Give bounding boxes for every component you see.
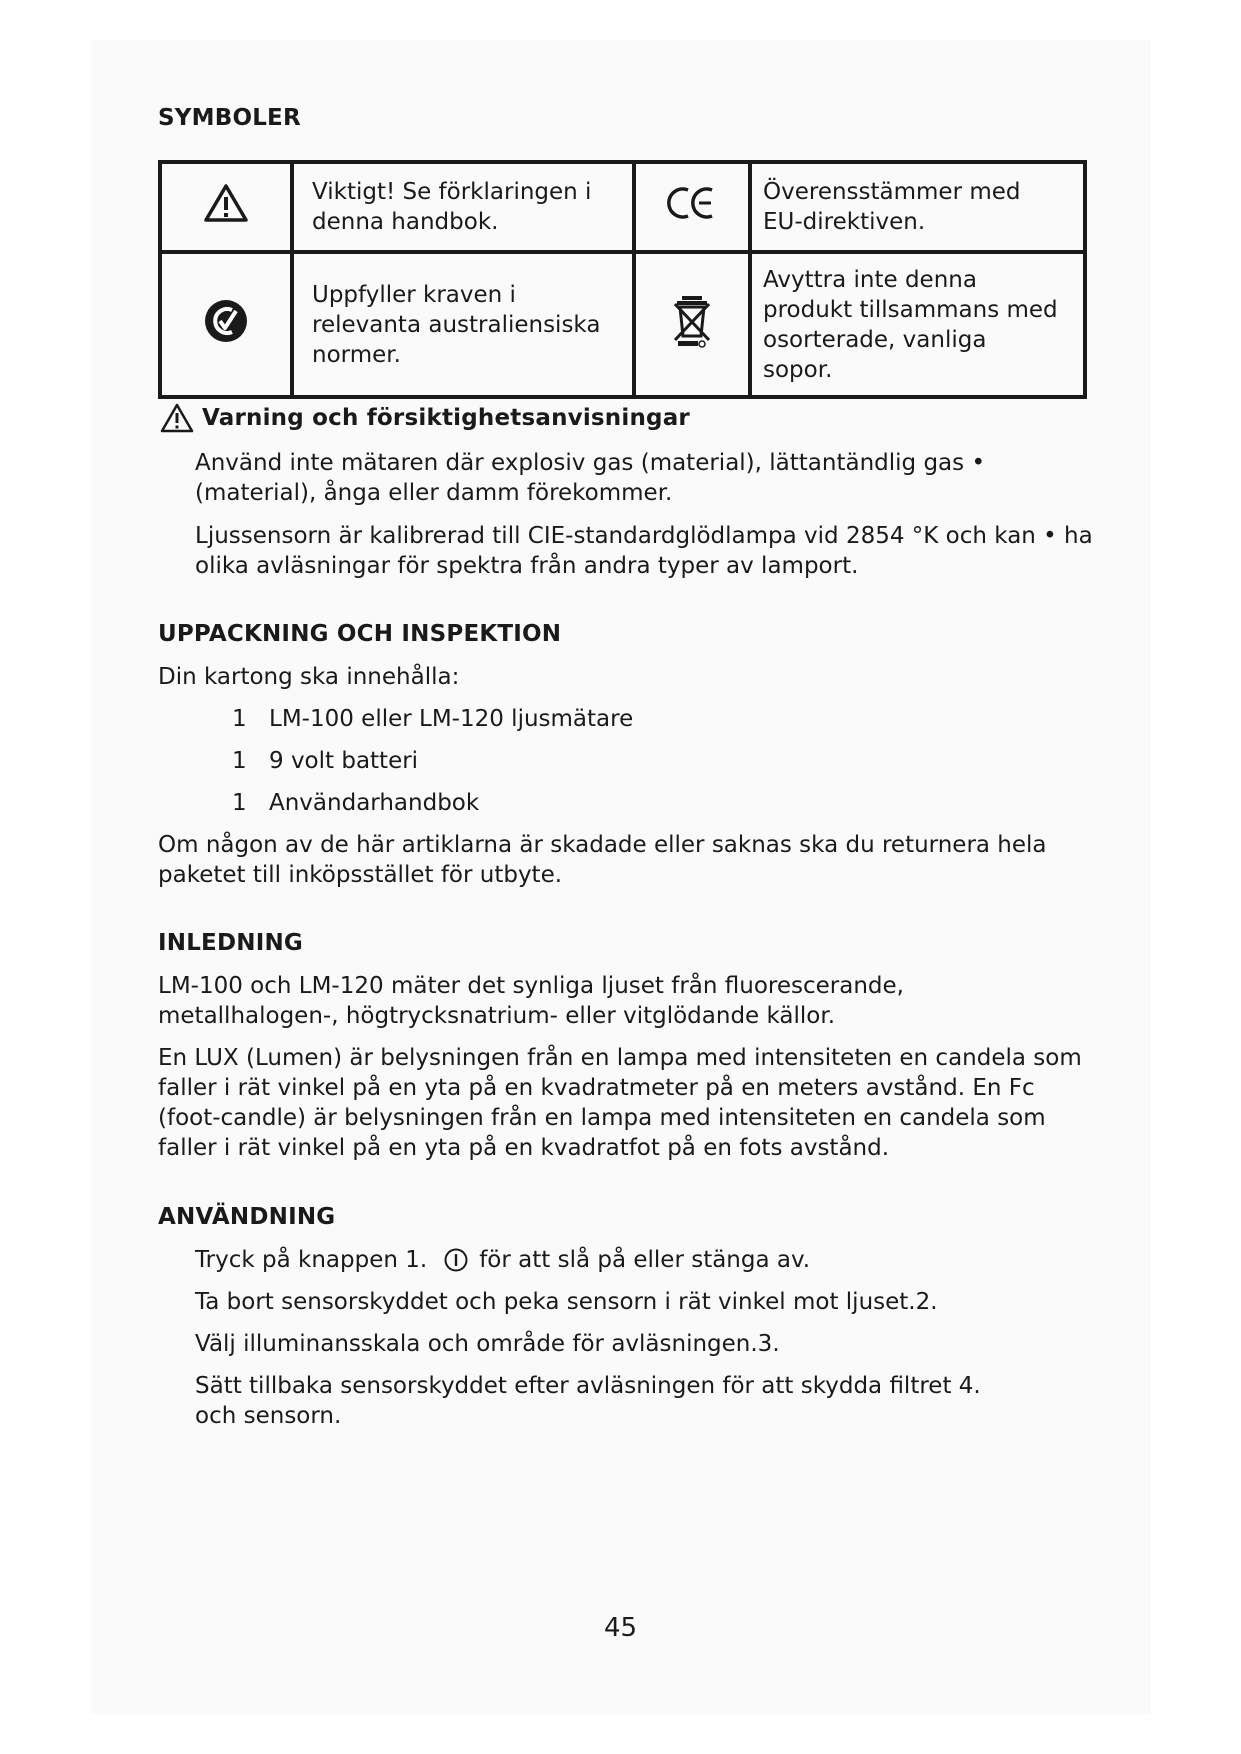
list-item: 1 LM-100 eller LM-120 ljusmätare [232,706,634,732]
symbols-row [160,252,1085,397]
usage-step: Ta bort sensorskyddet och peka sensorn i rät vinkel mot ljuset.2. [195,1289,938,1315]
usage-step: Sätt tillbaka sensorskyddet efter avläsningen för att skydda filtret 4. och sensorn. [195,1373,981,1429]
warning-title: Varning och försiktighetsanvisningar [202,405,690,431]
warning-item: Ljussensorn är kalibrerad till CIE-standardglödlampa vid 2854 °K och kan • ha olika avläsningar för spektra från andra typer av lamport. [195,523,1093,579]
symbol-cell [160,162,292,252]
intro-paragraph: LM-100 och LM-120 mäter det synliga ljuset från fluorescerande, metallhalogen-, högtrycksnatrium- eller vitglödande källor. [158,973,904,1029]
symbol-cell [160,252,292,397]
ce-mark-icon [666,184,718,222]
symbols-table [158,160,1087,399]
intro-paragraph: En LUX (Lumen) är belysningen från en lampa med intensiteten en candela som faller i rät vinkel på en yta på en kvadratmeter på en meters avstånd. En Fc (foot-candle) är belysningen från en lampa med intensiteten en candela som faller i rät vinkel på en yta på en kvadratfot på en fots avstånd. [158,1045,1082,1161]
symbol-description: Viktigt! Se förklaringen i denna handbok. [292,162,634,252]
warning-triangle-icon [203,183,249,223]
usage-step: Välj illuminansskala och område för avläsningen.3. [195,1331,780,1357]
intro-heading: INLEDNING [158,930,303,956]
list-item: 1 9 volt batteri [232,748,419,774]
unpacking-intro: Din kartong ska innehålla: [158,664,460,690]
list-item: 1 Användarhandbok [232,790,480,816]
warning-triangle-icon [160,403,194,433]
usage-step: Tryck på knappen 1. för att slå på eller stänga av. [195,1247,811,1273]
unpacking-heading: UPPACKNING OCH INSPEKTION [158,621,562,647]
symbol-description: Avyttra inte denna produkt tillsammans med osorterade, vanliga sopor. [750,252,1085,397]
symbols-row [160,162,1085,252]
warning-heading [160,403,690,433]
crossed-bin-icon [672,292,712,350]
symbol-cell [634,162,750,252]
symbol-description: Uppfyller kraven i relevanta australiensiska normer. [292,252,634,397]
symbol-cell [634,252,750,397]
symbol-description: Överensstämmer med EU-direktiven. [750,162,1085,252]
usage-heading: ANVÄNDNING [158,1204,336,1230]
c-tick-icon [203,298,249,344]
symbols-heading: SYMBOLER [158,105,301,131]
unpacking-note: Om någon av de här artiklarna är skadade eller saknas ska du returnera hela paketet till inköpsstället för utbyte. [158,832,1047,888]
warning-item: Använd inte mätaren där explosiv gas (material), lättantändlig gas • (material), ånga eller damm förekommer. [195,450,986,506]
power-button-icon [443,1247,469,1273]
page-number: 45 [603,1613,638,1643]
